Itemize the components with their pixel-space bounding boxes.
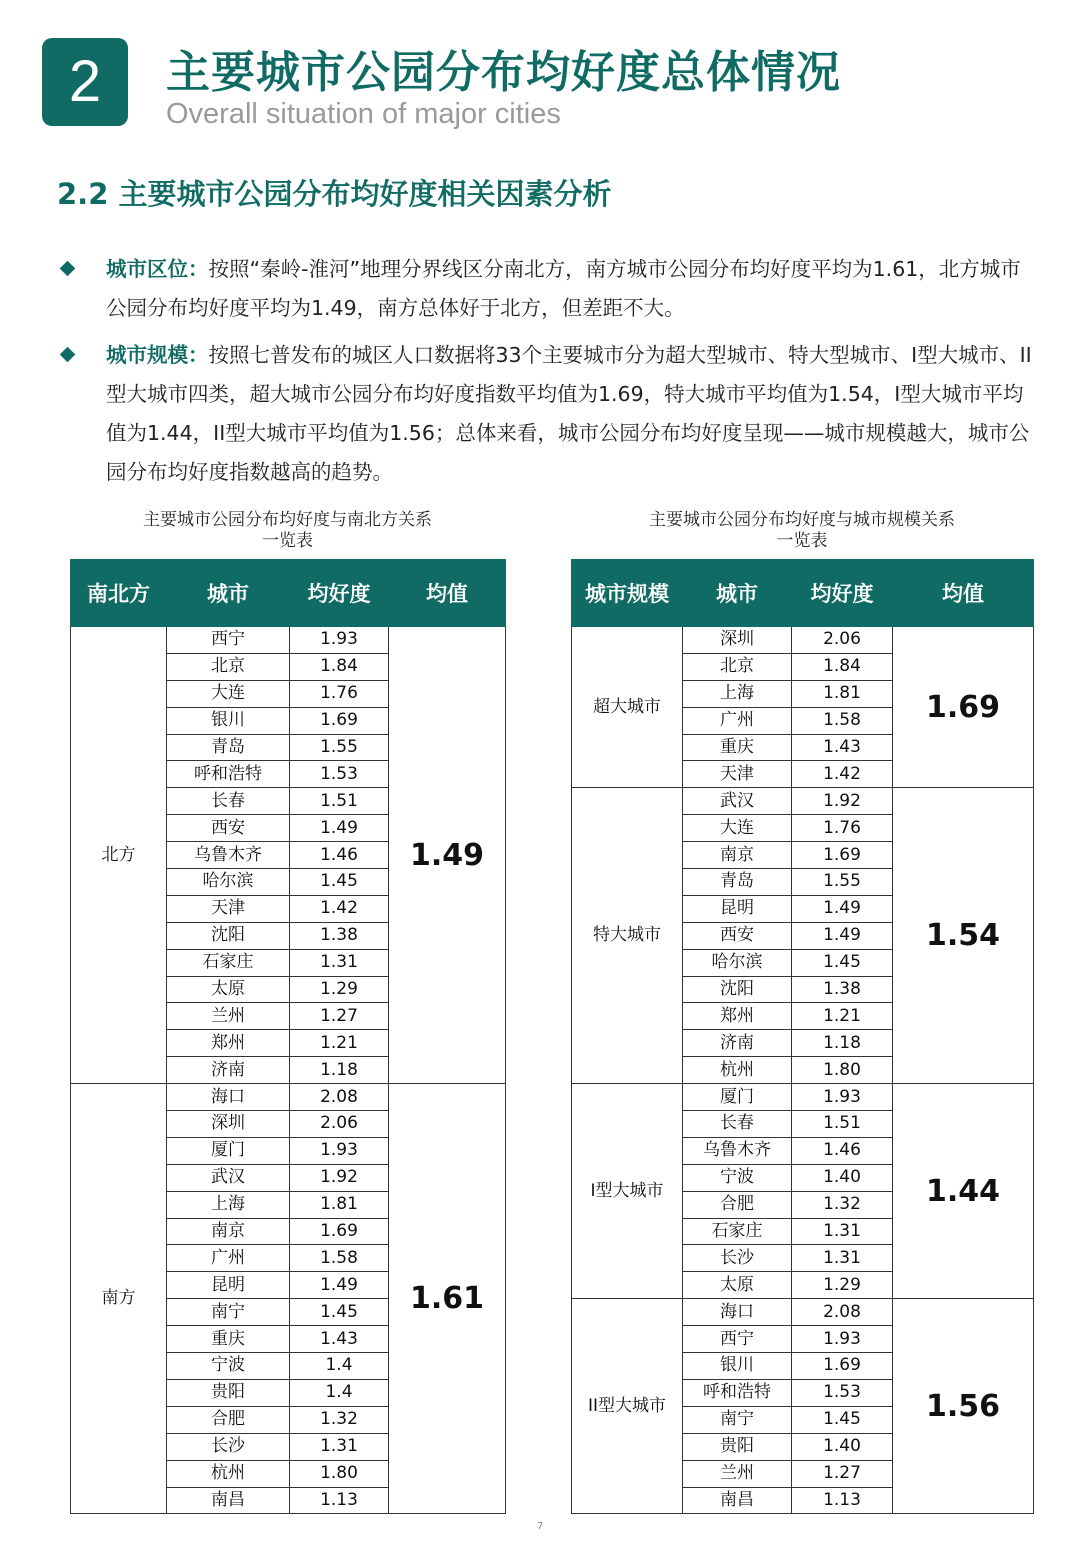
city-cell: 武汉 (167, 1164, 290, 1191)
score-cell: 1.45 (792, 949, 893, 976)
score-cell: 1.13 (290, 1487, 389, 1514)
score-cell: 1.29 (290, 976, 389, 1003)
group-mean-cell: 1.44 (893, 1084, 1034, 1299)
table-row (572, 1084, 1034, 1111)
score-cell: 1.51 (290, 788, 389, 815)
score-cell: 1.69 (792, 842, 893, 869)
column-header: 均好度 (290, 560, 389, 627)
caption-line: 主要城市公园分布均好度与城市规模关系 (649, 510, 955, 530)
city-cell: 南宁 (683, 1406, 792, 1433)
score-cell: 1.80 (792, 1057, 893, 1084)
score-cell: 1.21 (792, 1003, 893, 1030)
score-cell: 1.53 (290, 761, 389, 788)
score-cell: 1.51 (792, 1111, 893, 1138)
group-name-cell: I型大城市 (572, 1084, 683, 1299)
score-cell: 1.69 (792, 1353, 893, 1380)
score-cell: 1.32 (792, 1191, 893, 1218)
table-header-row (71, 560, 506, 627)
score-cell: 1.53 (792, 1379, 893, 1406)
city-cell: 青岛 (683, 869, 792, 896)
column-header: 城市规模 (572, 560, 683, 627)
score-cell: 1.4 (290, 1379, 389, 1406)
city-cell: 西宁 (167, 627, 290, 654)
group-mean-cell: 1.61 (389, 1084, 506, 1514)
city-cell: 贵阳 (683, 1433, 792, 1460)
score-cell: 1.45 (290, 1299, 389, 1326)
group-name-cell: II型大城市 (572, 1299, 683, 1514)
city-cell: 太原 (683, 1272, 792, 1299)
city-cell: 厦门 (167, 1137, 290, 1164)
score-cell: 1.49 (792, 895, 893, 922)
group-mean-cell: 1.49 (389, 627, 506, 1084)
score-cell: 1.43 (290, 1326, 389, 1353)
table-city-scale (571, 559, 1034, 1514)
bullet-city-scale (62, 336, 1032, 492)
group-mean-cell: 1.56 (893, 1299, 1034, 1514)
bullet-label: 城市区位： (106, 257, 209, 281)
score-cell: 1.27 (792, 1460, 893, 1487)
city-cell: 合肥 (683, 1191, 792, 1218)
table-row (572, 1299, 1034, 1326)
score-cell: 1.38 (792, 976, 893, 1003)
bullet-text: 按照七普发布的城区人口数据将33个主要城市分为超大型城市、特大型城市、I型大城市、II型大城市四类，超大城市公园分布均好度指数平均值为1.69，特大城市平均值为1.54，I型大城市平均值为1.44，II型大城市平均值为1.56；总体来看，城市公园分布均好度呈现——城市规模越大，城市公园分布均好度指数越高的趋势。 (106, 343, 1032, 484)
city-cell: 太原 (167, 976, 290, 1003)
score-cell: 1.93 (792, 1084, 893, 1111)
column-header: 城市 (167, 560, 290, 627)
table-right-caption (571, 510, 1033, 552)
city-cell: 银川 (167, 707, 290, 734)
page-title: 主要城市公园分布均好度总体情况 (166, 47, 841, 98)
table-row (572, 627, 1034, 654)
city-cell: 天津 (683, 761, 792, 788)
bullet-text: 按照“秦岭-淮河”地理分界线区分南北方，南方城市公园分布均好度平均为1.61，北方城市公园分布均好度平均为1.49，南方总体好于北方，但差距不大。 (106, 257, 1021, 320)
city-cell: 宁波 (167, 1353, 290, 1380)
score-cell: 1.58 (290, 1245, 389, 1272)
score-cell: 1.40 (792, 1164, 893, 1191)
city-cell: 昆明 (167, 1272, 290, 1299)
city-cell: 济南 (683, 1030, 792, 1057)
section-number-badge: 2 (42, 38, 128, 126)
score-cell: 1.93 (792, 1326, 893, 1353)
bullet-city-location (62, 250, 1032, 328)
score-cell: 1.42 (792, 761, 893, 788)
score-cell: 2.06 (792, 627, 893, 654)
group-mean-cell: 1.69 (893, 627, 1034, 788)
city-cell: 深圳 (167, 1111, 290, 1138)
score-cell: 1.31 (290, 949, 389, 976)
city-cell: 青岛 (167, 734, 290, 761)
score-cell: 1.49 (792, 922, 893, 949)
group-name-cell: 南方 (71, 1084, 167, 1514)
score-cell: 1.69 (290, 707, 389, 734)
group-name-cell: 超大城市 (572, 627, 683, 788)
city-cell: 昆明 (683, 895, 792, 922)
score-cell: 1.76 (290, 680, 389, 707)
city-cell: 大连 (683, 815, 792, 842)
table-header-row (572, 560, 1034, 627)
score-cell: 2.06 (290, 1111, 389, 1138)
city-cell: 济南 (167, 1057, 290, 1084)
city-cell: 哈尔滨 (683, 949, 792, 976)
city-cell: 宁波 (683, 1164, 792, 1191)
score-cell: 1.43 (792, 734, 893, 761)
score-cell: 1.45 (290, 869, 389, 896)
score-cell: 1.49 (290, 1272, 389, 1299)
diamond-bullet-icon (60, 347, 76, 363)
score-cell: 1.32 (290, 1406, 389, 1433)
city-cell: 武汉 (683, 788, 792, 815)
score-cell: 1.18 (290, 1057, 389, 1084)
score-cell: 1.31 (792, 1218, 893, 1245)
score-cell: 1.31 (290, 1433, 389, 1460)
score-cell: 1.92 (290, 1164, 389, 1191)
score-cell: 1.49 (290, 815, 389, 842)
city-cell: 银川 (683, 1353, 792, 1380)
city-cell: 乌鲁木齐 (683, 1137, 792, 1164)
city-cell: 南昌 (167, 1487, 290, 1514)
city-cell: 西宁 (683, 1326, 792, 1353)
caption-line: 主要城市公园分布均好度与南北方关系 (143, 510, 432, 530)
group-name-cell: 特大城市 (572, 788, 683, 1084)
score-cell: 1.45 (792, 1406, 893, 1433)
city-cell: 石家庄 (167, 949, 290, 976)
score-cell: 1.31 (792, 1245, 893, 1272)
score-cell: 1.46 (792, 1137, 893, 1164)
table-left-caption (70, 510, 505, 552)
score-cell: 1.81 (290, 1191, 389, 1218)
city-cell: 上海 (167, 1191, 290, 1218)
city-cell: 深圳 (683, 627, 792, 654)
score-cell: 2.08 (290, 1084, 389, 1111)
city-cell: 哈尔滨 (167, 869, 290, 896)
city-cell: 南昌 (683, 1487, 792, 1514)
city-cell: 北京 (167, 653, 290, 680)
city-cell: 乌鲁木齐 (167, 842, 290, 869)
table-row (572, 788, 1034, 815)
caption-line: 一览表 (262, 531, 313, 551)
score-cell: 1.80 (290, 1460, 389, 1487)
score-cell: 1.55 (792, 869, 893, 896)
score-cell: 1.93 (290, 1137, 389, 1164)
city-cell: 郑州 (167, 1030, 290, 1057)
city-cell: 上海 (683, 680, 792, 707)
city-cell: 南京 (683, 842, 792, 869)
column-header: 城市 (683, 560, 792, 627)
city-cell: 长沙 (167, 1433, 290, 1460)
city-cell: 海口 (683, 1299, 792, 1326)
city-cell: 北京 (683, 653, 792, 680)
score-cell: 1.27 (290, 1003, 389, 1030)
score-cell: 1.13 (792, 1487, 893, 1514)
column-header: 均值 (893, 560, 1034, 627)
score-cell: 1.69 (290, 1218, 389, 1245)
group-name-cell: 北方 (71, 627, 167, 1084)
city-cell: 杭州 (167, 1460, 290, 1487)
city-cell: 南京 (167, 1218, 290, 1245)
city-cell: 合肥 (167, 1406, 290, 1433)
score-cell: 1.76 (792, 815, 893, 842)
city-cell: 广州 (167, 1245, 290, 1272)
city-cell: 贵阳 (167, 1379, 290, 1406)
bullet-label: 城市规模： (106, 343, 209, 367)
city-cell: 长春 (683, 1111, 792, 1138)
page-number: 7 (536, 1521, 544, 1532)
score-cell: 1.93 (290, 627, 389, 654)
city-cell: 石家庄 (683, 1218, 792, 1245)
city-cell: 天津 (167, 895, 290, 922)
column-header: 均值 (389, 560, 506, 627)
score-cell: 1.18 (792, 1030, 893, 1057)
table-row (71, 627, 506, 654)
city-cell: 兰州 (167, 1003, 290, 1030)
score-cell: 1.84 (290, 653, 389, 680)
city-cell: 西安 (683, 922, 792, 949)
score-cell: 1.42 (290, 895, 389, 922)
city-cell: 南宁 (167, 1299, 290, 1326)
city-cell: 广州 (683, 707, 792, 734)
score-cell: 1.92 (792, 788, 893, 815)
score-cell: 1.21 (290, 1030, 389, 1057)
city-cell: 重庆 (683, 734, 792, 761)
score-cell: 1.84 (792, 653, 893, 680)
score-cell: 1.29 (792, 1272, 893, 1299)
score-cell: 1.40 (792, 1433, 893, 1460)
score-cell: 1.81 (792, 680, 893, 707)
city-cell: 郑州 (683, 1003, 792, 1030)
score-cell: 2.08 (792, 1299, 893, 1326)
city-cell: 重庆 (167, 1326, 290, 1353)
column-header: 均好度 (792, 560, 893, 627)
score-cell: 1.38 (290, 922, 389, 949)
score-cell: 1.55 (290, 734, 389, 761)
city-cell: 大连 (167, 680, 290, 707)
caption-line: 一览表 (776, 531, 828, 551)
city-cell: 杭州 (683, 1057, 792, 1084)
city-cell: 厦门 (683, 1084, 792, 1111)
score-cell: 1.58 (792, 707, 893, 734)
column-header: 南北方 (71, 560, 167, 627)
table-north-south (70, 559, 506, 1514)
diamond-bullet-icon (60, 261, 76, 277)
city-cell: 长春 (167, 788, 290, 815)
score-cell: 1.46 (290, 842, 389, 869)
city-cell: 沈阳 (167, 922, 290, 949)
table-row (71, 1084, 506, 1111)
page-subtitle: Overall situation of major cities (166, 98, 561, 130)
city-cell: 呼和浩特 (683, 1379, 792, 1406)
city-cell: 兰州 (683, 1460, 792, 1487)
group-mean-cell: 1.54 (893, 788, 1034, 1084)
section-heading: 2.2 主要城市公园分布均好度相关因素分析 (57, 177, 612, 211)
city-cell: 海口 (167, 1084, 290, 1111)
city-cell: 西安 (167, 815, 290, 842)
city-cell: 沈阳 (683, 976, 792, 1003)
city-cell: 呼和浩特 (167, 761, 290, 788)
score-cell: 1.4 (290, 1353, 389, 1380)
city-cell: 长沙 (683, 1245, 792, 1272)
